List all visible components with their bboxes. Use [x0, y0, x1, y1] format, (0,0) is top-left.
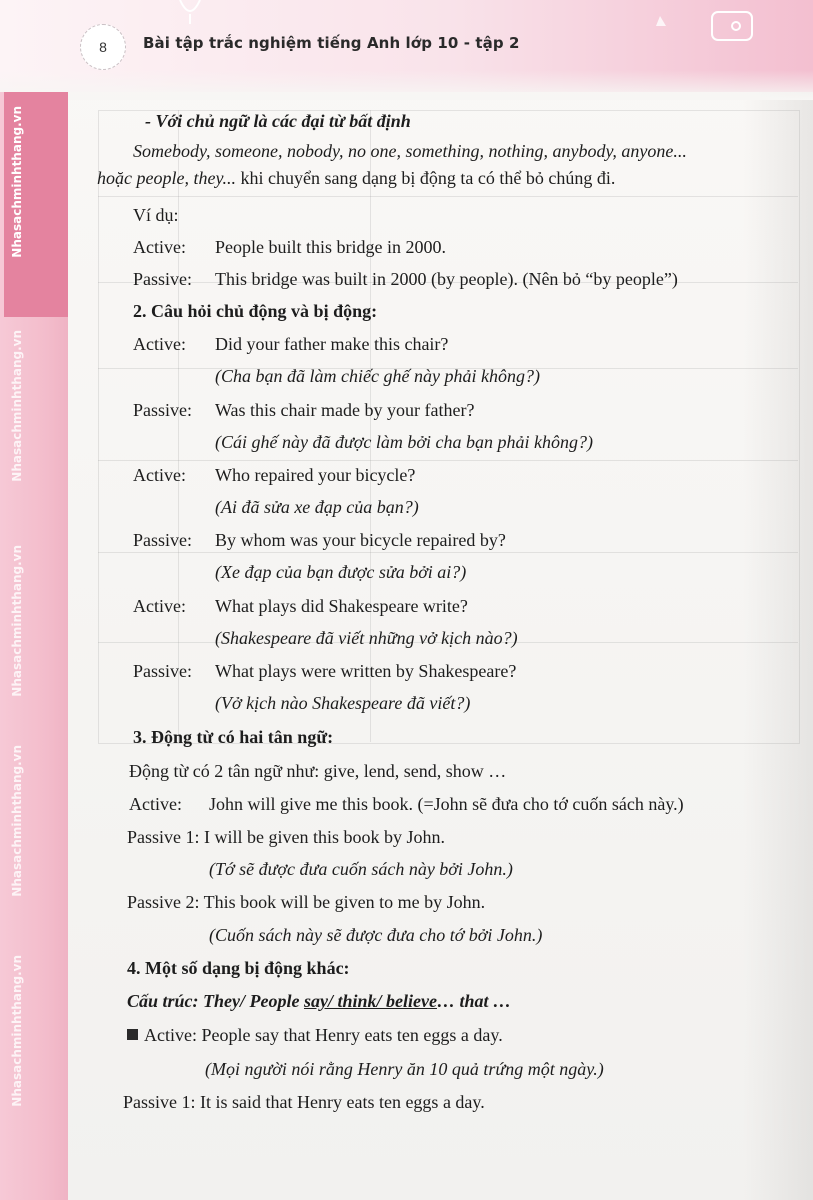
translation: (Cha bạn đã làm chiếc ghế này phải không?): [215, 366, 540, 386]
two-object-intro: Động từ có 2 tân ngữ như: give, lend, send, show …: [129, 761, 507, 781]
translation: (Cuốn sách này sẽ được đưa cho tớ bởi John.): [209, 925, 543, 945]
side-watermark: Nhasachminhthang.vn: [10, 330, 24, 482]
question-passive: By whom was your bicycle repaired by?: [215, 530, 506, 550]
translation: (Shakespeare đã viết những vở kịch nào?): [215, 628, 518, 648]
structure-verbs: say/ think/ believe: [303, 991, 437, 1011]
two-object-passive-1: Passive 1: I will be given this book by John.: [127, 827, 445, 847]
side-watermark: Nhasachminhthang.vn: [10, 745, 24, 897]
example-active: People built this bridge in 2000.: [215, 237, 446, 257]
active-label: Active:: [133, 237, 186, 257]
translation: (Ai đã sửa xe đạp của bạn?): [215, 497, 419, 517]
side-watermark: Nhasachminhthang.vn: [10, 955, 24, 1107]
two-object-active: John will give me this book. (=John sẽ đưa cho tớ cuốn sách này.): [209, 794, 684, 814]
passive-label: Passive:: [133, 661, 193, 681]
passive-label: Passive:: [133, 400, 193, 420]
question-passive: What plays were written by Shakespeare?: [215, 661, 517, 681]
indefinite-heading: - Với chủ ngữ là các đại từ bất định: [145, 111, 411, 131]
indefinite-line2-italic: hoặc people, they...: [97, 168, 236, 188]
section-4-heading: 4. Một số dạng bị động khác:: [127, 958, 350, 978]
question-active: Did your father make this chair?: [215, 334, 449, 354]
section-4-active: [127, 1024, 503, 1046]
side-watermark: Nhasachminhthang.vn: [10, 545, 24, 697]
structure-line: [127, 990, 511, 1012]
active-label: Active:: [133, 465, 186, 485]
active-label: Active:: [133, 596, 186, 616]
indefinite-line2-rest: khi chuyển sang dạng bị động ta có thể bỏ chúng đi.: [235, 168, 616, 188]
active-label: Active:: [129, 794, 182, 814]
question-passive: Was this chair made by your father?: [215, 400, 475, 420]
passive-label: Passive:: [133, 530, 193, 550]
translation: (Mọi người nói rằng Henry ăn 10 quả trứng một ngày.): [205, 1059, 604, 1079]
square-bullet-icon: [127, 1029, 138, 1040]
page-number: 8: [99, 39, 107, 55]
passive-label: Passive:: [133, 269, 193, 289]
section-4-active-text: Active: People say that Henry eats ten eggs a day.: [144, 1025, 503, 1045]
example-label: Ví dụ:: [133, 205, 179, 225]
section-2-heading: 2. Câu hỏi chủ động và bị động:: [133, 301, 378, 321]
indefinite-pronouns: Somebody, someone, nobody, no one, something, nothing, anybody, anyone...: [133, 141, 687, 161]
question-active: Who repaired your bicycle?: [215, 465, 416, 485]
translation: (Vở kịch nào Shakespeare đã viết?): [215, 693, 471, 713]
active-label: Active:: [133, 334, 186, 354]
translation: (Cái ghế này đã được làm bởi cha bạn phải không?): [215, 432, 593, 452]
translation: (Xe đạp của bạn được sửa bởi ai?): [215, 562, 467, 582]
indefinite-line2: [97, 167, 615, 189]
section-3-heading: 3. Động từ có hai tân ngữ:: [133, 727, 334, 747]
translation: (Tớ sẽ được đưa cuốn sách này bởi John.): [209, 859, 513, 879]
question-active: What plays did Shakespeare write?: [215, 596, 468, 616]
side-watermark: Nhasachminhthang.vn: [10, 106, 24, 258]
two-object-passive-2: Passive 2: This book will be given to me by John.: [127, 892, 486, 912]
example-passive: This bridge was built in 2000 (by people). (Nên bỏ “by people”): [215, 269, 678, 289]
section-4-passive-1: Passive 1: It is said that Henry eats ten eggs a day.: [123, 1092, 485, 1112]
structure-suffix: … that …: [436, 991, 511, 1011]
book-title: Bài tập trắc nghiệm tiếng Anh lớp 10 - tập 2: [143, 34, 520, 52]
structure-prefix: Cấu trúc: They/ People: [127, 991, 304, 1011]
